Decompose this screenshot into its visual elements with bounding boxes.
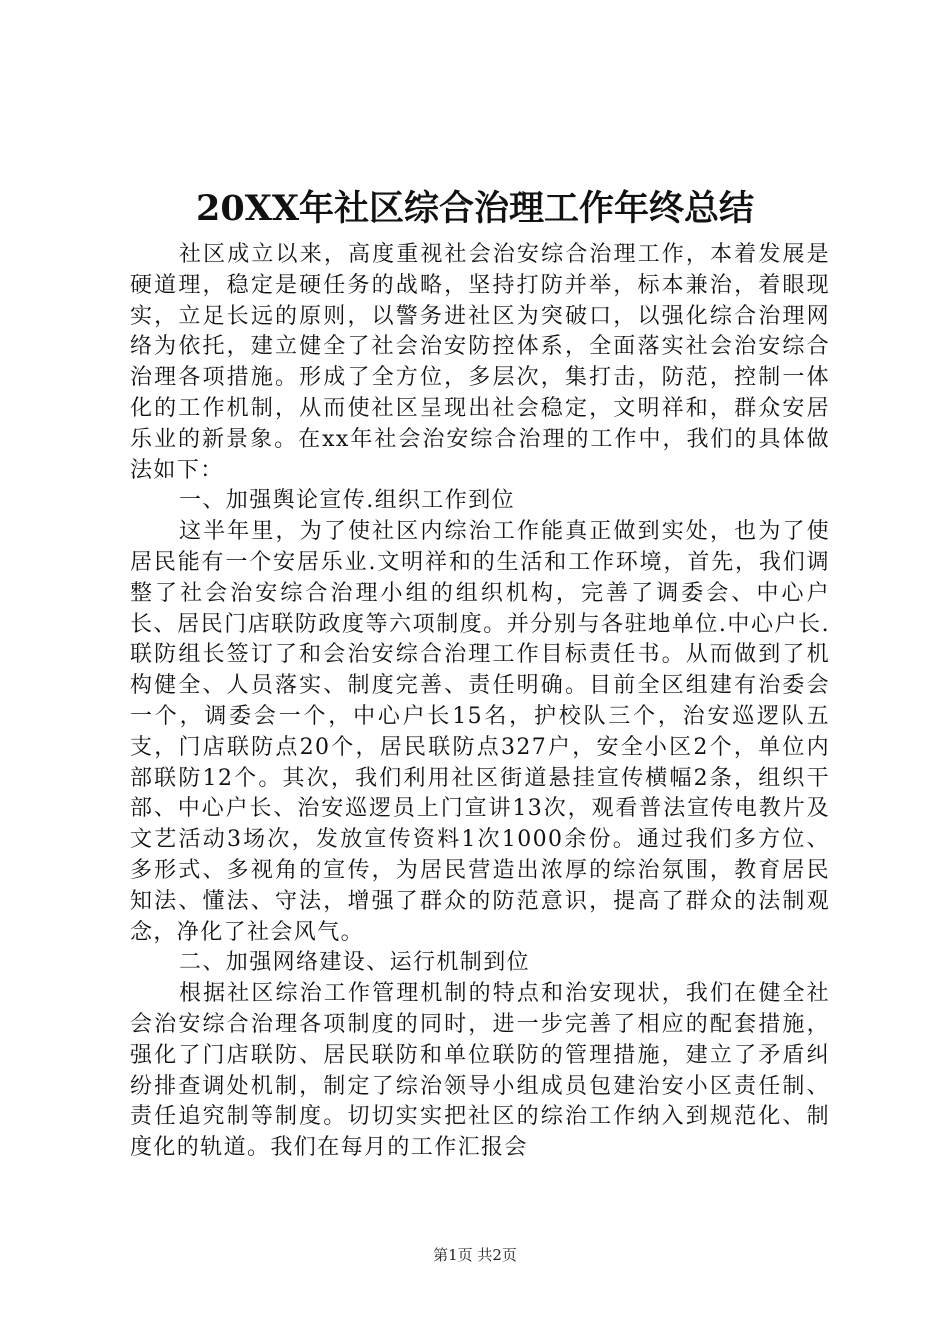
section-1-paragraph: 这半年里，为了使社区内综治工作能真正做到实处，也为了使居民能有一个安居乐业.文明祥和的生活和工作环境，首先，我们调整了社会治安综合治理小组的组织机构，完善了调委会、中心户长、居民门店联防政度等六项制度。并分别与各驻地单位.中心户长.联防组长签订了和会治安综合治理工作目标责任书。从而做到了机构健全、人员落实、制度完善、责任明确。目前全区组建有治委会一个，调委会一个，中心户长15名，护校队三个，治安巡逻队五支，门店联防点20个，居民联防点327户，安全小区2个，单位内部联防12个。其次，我们利用社区街道悬挂宣传横幅2条，组织干部、中心户长、治安巡逻员上门宣讲13次，观看普法宣传电教片及文艺活动3场次，发放宣传资料1次1000余份。通过我们多方位、多形式、多视角的宣传，为居民营造出浓厚的综治氛围，教育居民知法、懂法、守法，增强了群众的防范意识，提高了群众的法制观念，净化了社会风气。 — [130, 519, 830, 945]
page-footer: 第1页 共2页 — [433, 1246, 517, 1264]
document-body — [130, 240, 830, 1164]
section-heading-1: 一、加强舆论宣传.组织工作到位 — [179, 488, 515, 514]
section-heading-2: 二、加强网络建设、运行机制到位 — [179, 950, 531, 976]
intro-paragraph: 社区成立以来，高度重视社会治安综合治理工作，本着发展是硬道理，稳定是硬任务的战略，坚持打防并举，标本兼治，着眼现实，立足长远的原则，以警务进社区为突破口，以强化综合治理网络为依托，建立健全了社会治安防控体系，全面落实社会治安综合治理各项措施。形成了全方位，多层次，集打击，防范，控制一体化的工作机制，从而使社区呈现出社会稳定，文明祥和，群众安居乐业的新景象。在xx年社会治安综合治理的工作中，我们的具体做法如下： — [130, 242, 830, 483]
section-2-paragraph: 根据社区综治工作管理机制的特点和治安现状，我们在健全社会治安综合治理各项制度的同时，进一步完善了相应的配套措施，强化了门店联防、居民联防和单位联防的管理措施，建立了矛盾纠纷排查调处机制，制定了综治领导小组成员包建治安小区责任制、责任追究制等制度。切切实实把社区的综治工作纳入到规范化、制度化的轨道。我们在每月的工作汇报会 — [130, 981, 830, 1161]
document-title: 20XX年社区综合治理工作年终总结 — [195, 188, 755, 229]
